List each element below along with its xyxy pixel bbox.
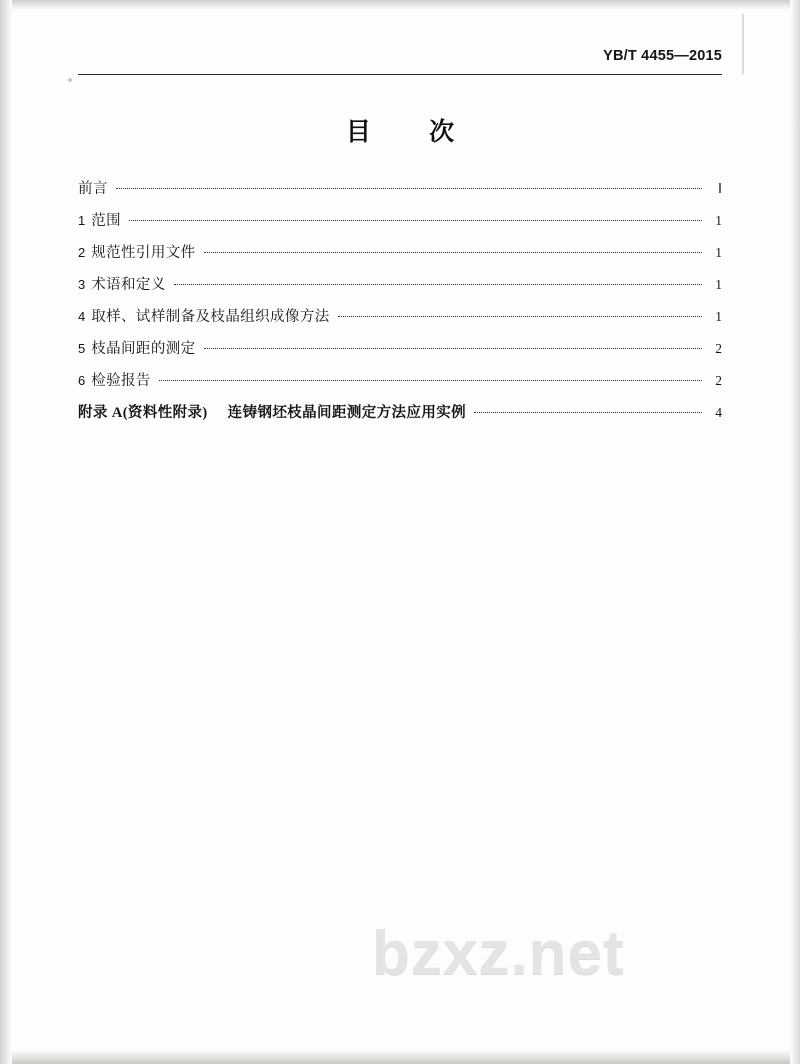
page-title: 目 次: [345, 119, 481, 146]
toc-label-annex: 附录 A(资料性附录): [78, 404, 208, 421]
toc-clause-number: 1: [78, 212, 86, 228]
toc-leader: [474, 402, 702, 417]
toc-page-number: Ⅰ: [718, 180, 722, 196]
toc-leader: [116, 178, 702, 193]
toc-entry-5[interactable]: [78, 338, 722, 359]
toc-label: 前言: [78, 180, 108, 197]
toc-leader: [338, 306, 702, 321]
toc-clause-number: 3: [78, 276, 86, 292]
page-edge-top: [0, 0, 800, 10]
toc-entry-annex-a[interactable]: [78, 402, 722, 423]
toc-label: 检验报告: [91, 372, 151, 389]
toc-leader: [174, 274, 702, 289]
toc-leader: [159, 370, 702, 385]
toc-leader: [204, 242, 702, 257]
scan-speck: [68, 78, 72, 82]
toc-entry-foreword[interactable]: [78, 178, 722, 199]
table-of-contents: [78, 178, 722, 435]
page-edge-left: [0, 0, 12, 1064]
toc-clause-number: 4: [78, 308, 86, 324]
watermark: bzxz.net: [372, 919, 625, 988]
toc-entry-2[interactable]: [78, 242, 722, 263]
page-edge-right: [790, 0, 800, 1064]
page-edge-bottom: [0, 1050, 800, 1064]
toc-leader: [129, 210, 702, 225]
toc-entry-4[interactable]: [78, 306, 722, 327]
toc-entry-1[interactable]: [78, 210, 722, 231]
toc-entry-3[interactable]: [78, 274, 722, 295]
toc-page-number: 2: [715, 340, 722, 356]
toc-label-annex-title: 连铸钢坯枝晶间距测定方法应用实例: [227, 404, 467, 421]
toc-page-number: 1: [715, 276, 722, 292]
standard-number: YB/T 4455—2015: [603, 48, 722, 64]
toc-clause-number: 5: [78, 340, 86, 356]
toc-page-number: 1: [715, 244, 722, 260]
toc-page-number: 4: [715, 404, 722, 420]
toc-page-number: 1: [715, 308, 722, 324]
toc-page-number: 2: [715, 372, 722, 388]
header-rule: [78, 74, 722, 75]
toc-label: 术语和定义: [91, 276, 166, 293]
toc-label: 范围: [91, 212, 122, 229]
toc-leader: [204, 338, 702, 353]
toc-label: 枝晶间距的测定: [91, 340, 196, 357]
toc-label: 规范性引用文件: [91, 244, 196, 261]
toc-clause-number: 2: [78, 244, 86, 260]
toc-label: 取样、试样制备及枝晶组织成像方法: [91, 308, 330, 325]
scan-streak: [742, 14, 744, 74]
toc-entry-6[interactable]: [78, 370, 722, 391]
toc-page-number: 1: [715, 212, 722, 228]
toc-clause-number: 6: [78, 372, 86, 388]
